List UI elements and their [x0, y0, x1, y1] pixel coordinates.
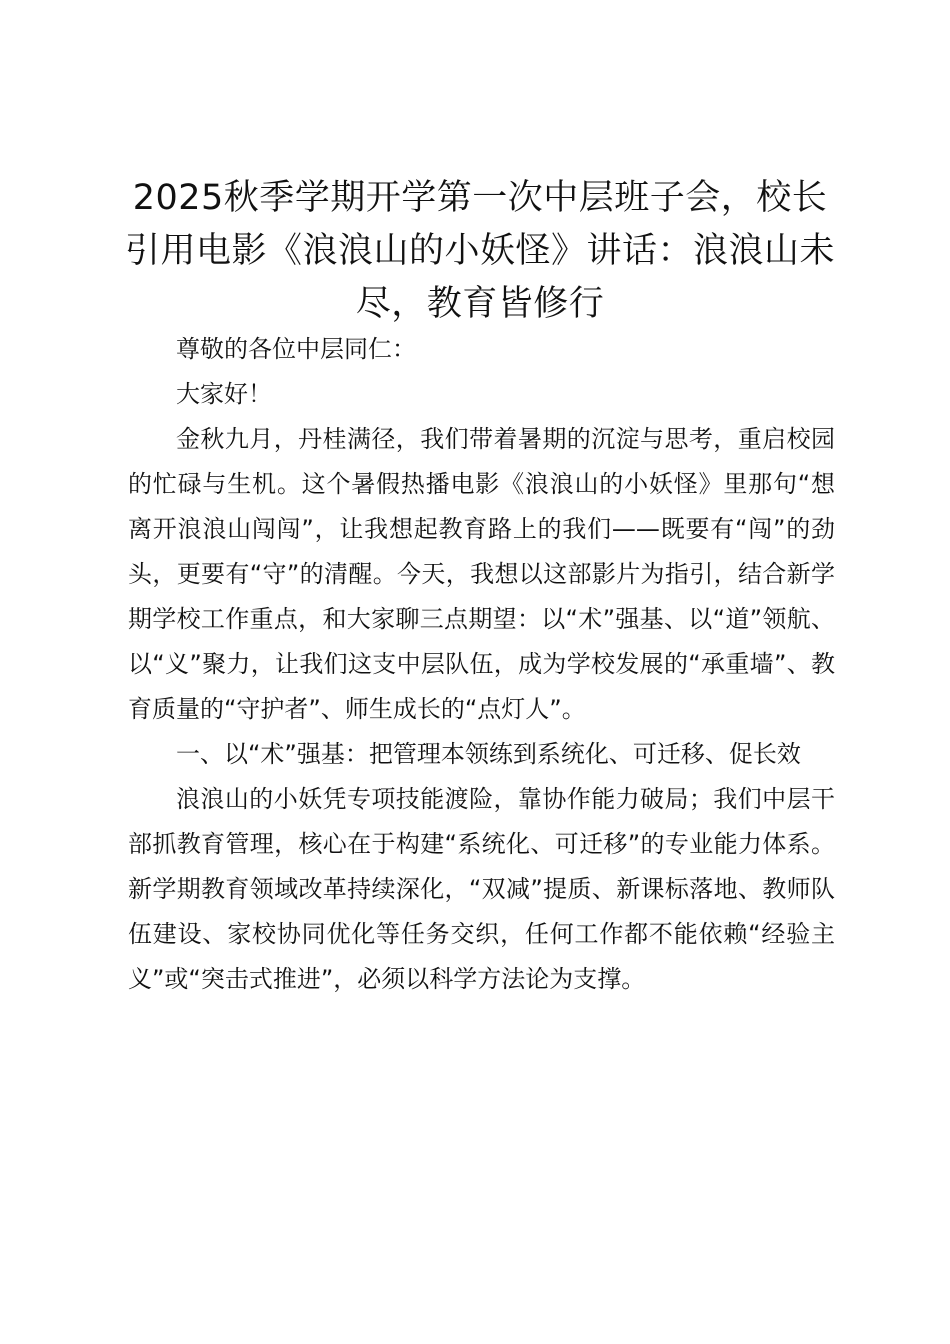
salutation: 尊敬的各位中层同仁：	[176, 335, 416, 363]
body-paragraph: 浪浪山的小妖凭专项技能渡险，靠协作能力破局；我们中层干部抓教育管理，核心在于构建“系统化、可迁移”的专业能力体系。新学期教育领域改革持续深化，“双减”提质、新课标落地、教师队伍建设、家校协同优化等任务交织，任何工作都不能依赖“经验主义”或“突击式推进”，必须以科学方法论为支撑。	[128, 785, 835, 993]
section-heading: 一、以“术”强基：把管理本领练到系统化、可迁移、促长效	[176, 740, 801, 768]
document-body	[128, 327, 835, 1002]
greeting: 大家好！	[176, 380, 272, 408]
document-title: 2025秋季学期开学第一次中层班子会，校长引用电影《浪浪山的小妖怪》讲话：浪浪山未尽，教育皆修行	[124, 178, 835, 324]
body-paragraph: 金秋九月，丹桂满径，我们带着暑期的沉淀与思考，重启校园的忙碌与生机。这个暑假热播电影《浪浪山的小妖怪》里那句“想离开浪浪山闯闯”，让我想起教育路上的我们——既要有“闯”的劲头，更要有“守”的清醒。今天，我想以这部影片为指引，结合新学期学校工作重点，和大家聊三点期望：以“术”强基、以“道”领航、以“义”聚力，让我们这支中层队伍，成为学校发展的“承重墙”、教育质量的“守护者”、师生成长的“点灯人”。	[128, 425, 835, 723]
